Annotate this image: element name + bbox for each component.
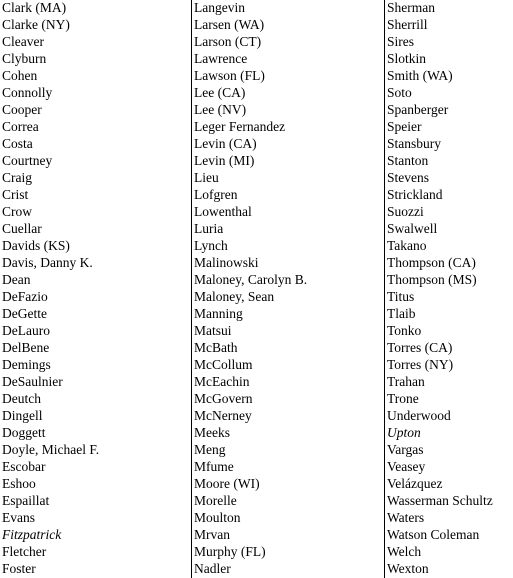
name-cell: Dingell [2, 408, 43, 423]
name-cell: Maloney, Sean [194, 289, 275, 304]
name-cell: Maloney, Carolyn B. [194, 272, 308, 287]
name-cell: Veasey [387, 459, 426, 474]
name-cell: Lawrence [194, 51, 248, 66]
name-cell: Deutch [2, 391, 41, 406]
name-cell: Manning [194, 306, 243, 321]
name-cell: Dean [2, 272, 31, 287]
name-cell: Luria [194, 221, 224, 236]
name-cell: Malinowski [194, 255, 259, 270]
name-cell: Escobar [2, 459, 46, 474]
name-cell: Lawson (FL) [194, 68, 265, 83]
name-cell: Trone [387, 391, 419, 406]
name-cell: Wexton [387, 561, 429, 576]
name-cell: Spanberger [387, 102, 449, 117]
name-cell: Swalwell [387, 221, 438, 236]
name-cell: DelBene [2, 340, 50, 355]
name-cell: Watson Coleman [387, 527, 480, 542]
name-cell: McGovern [194, 391, 253, 406]
name-cell: Slotkin [387, 51, 427, 66]
name-cell: Espaillat [2, 493, 50, 508]
name-cell: Cooper [2, 102, 42, 117]
name-cell: Morelle [194, 493, 237, 508]
name-cell: Mrvan [194, 527, 230, 542]
name-cell: Craig [2, 170, 32, 185]
name-cell: Lieu [194, 170, 219, 185]
name-cell: Cuellar [2, 221, 42, 236]
name-cell: Leger Fernandez [194, 119, 286, 134]
name-cell: Upton [387, 425, 421, 440]
name-cell: McEachin [194, 374, 250, 389]
name-cell: DeGette [2, 306, 47, 321]
name-cell: Suozzi [387, 204, 424, 219]
name-cell: Underwood [387, 408, 451, 423]
name-cell: Strickland [387, 187, 443, 202]
name-cell: Lee (NV) [194, 102, 247, 117]
name-cell: Levin (CA) [194, 136, 257, 151]
name-cell: Connolly [2, 85, 53, 100]
name-column-1 [0, 0, 191, 578]
name-cell: Mfume [194, 459, 234, 474]
name-cell: Takano [387, 238, 427, 253]
name-cell: Titus [387, 289, 415, 304]
name-cell: Stansbury [387, 136, 441, 151]
name-cell: Tlaib [387, 306, 416, 321]
name-cell: Torres (NY) [387, 357, 454, 372]
name-cell: Clyburn [2, 51, 47, 66]
name-cell: Meng [194, 442, 226, 457]
name-cell: Velázquez [387, 476, 443, 491]
name-cell: Sherman [387, 0, 435, 15]
name-column-2 [191, 0, 384, 578]
name-cell: Doggett [2, 425, 46, 440]
name-cell: Moulton [194, 510, 241, 525]
name-cell: Welch [387, 544, 422, 559]
name-cell: Fitzpatrick [2, 527, 62, 542]
name-cell: Lynch [194, 238, 228, 253]
name-cell: Waters [387, 510, 425, 525]
name-cell: Smith (WA) [387, 68, 453, 83]
name-cell: Foster [2, 561, 36, 576]
name-cell: Cohen [2, 68, 38, 83]
name-cell: McBath [194, 340, 238, 355]
name-cell: Crow [2, 204, 32, 219]
name-cell: Cleaver [2, 34, 44, 49]
name-cell: Lee (CA) [194, 85, 246, 100]
name-cell: Doyle, Michael F. [2, 442, 100, 457]
name-cell: Clarke (NY) [2, 17, 70, 32]
name-cell: Trahan [387, 374, 425, 389]
name-cell: Stanton [387, 153, 429, 168]
name-cell: McNerney [194, 408, 252, 423]
name-cell: Lowenthal [194, 204, 252, 219]
name-cell: Torres (CA) [387, 340, 453, 355]
name-cell: Sires [387, 34, 414, 49]
name-cell: Nadler [194, 561, 231, 576]
name-cell: DeSaulnier [2, 374, 63, 389]
name-cell: Eshoo [2, 476, 36, 491]
name-cell: DeLauro [2, 323, 50, 338]
name-cell: Courtney [2, 153, 53, 168]
name-cell: Correa [2, 119, 39, 134]
name-cell: Davids (KS) [2, 238, 70, 253]
name-cell: Lofgren [194, 187, 238, 202]
name-cell: Levin (MI) [194, 153, 255, 168]
name-cell: Crist [2, 187, 29, 202]
name-cell: Sherrill [387, 17, 428, 32]
name-cell: Larsen (WA) [194, 17, 265, 32]
name-cell: Tonko [387, 323, 422, 338]
name-cell: Langevin [194, 0, 245, 15]
name-cell: Fletcher [2, 544, 47, 559]
name-cell: DeFazio [2, 289, 48, 304]
name-cell: Stevens [387, 170, 429, 185]
name-cell: Thompson (CA) [387, 255, 476, 270]
name-cell: Thompson (MS) [387, 272, 477, 287]
name-cell: Costa [2, 136, 33, 151]
name-cell: Clark (MA) [2, 0, 67, 15]
name-cell: Evans [2, 510, 35, 525]
name-cell: Vargas [387, 442, 424, 457]
name-column-3 [384, 0, 512, 578]
name-cell: Moore (WI) [194, 476, 260, 491]
name-cell: Davis, Danny K. [2, 255, 93, 270]
name-cell: McCollum [194, 357, 253, 372]
name-cell: Soto [387, 85, 412, 100]
name-cell: Larson (CT) [194, 34, 262, 49]
name-cell: Meeks [194, 425, 230, 440]
name-cell: Demings [2, 357, 51, 372]
name-cell: Speier [387, 119, 422, 134]
name-cell: Wasserman Schultz [387, 493, 493, 508]
name-cell: Murphy (FL) [194, 544, 266, 559]
name-cell: Matsui [194, 323, 232, 338]
